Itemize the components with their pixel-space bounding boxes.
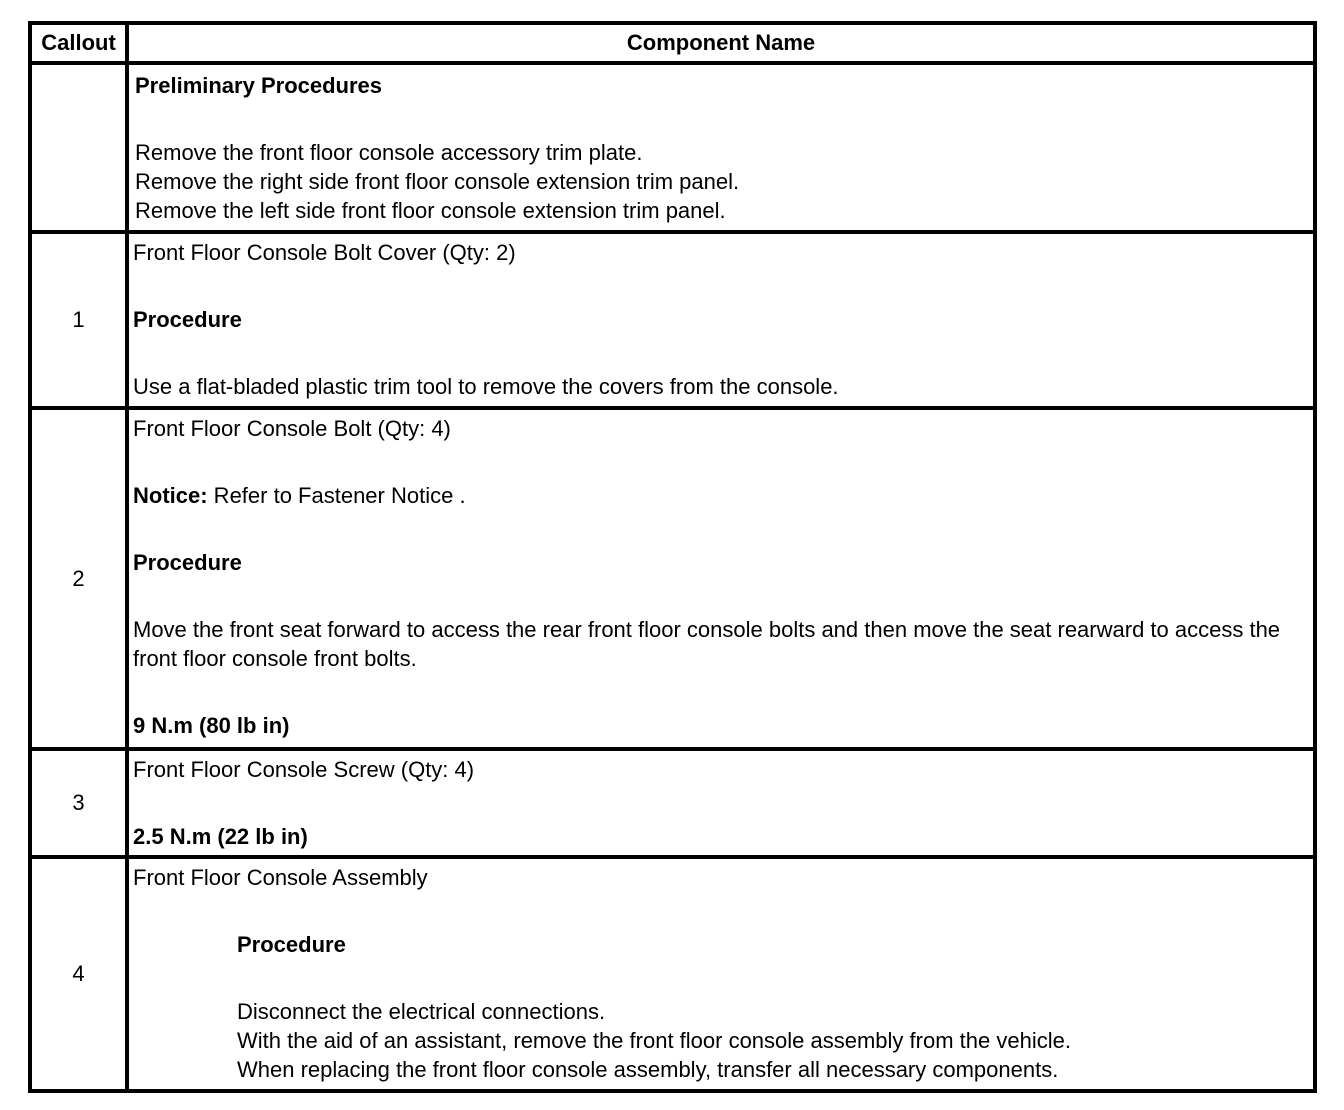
procedure-step: Disconnect the electrical connections. [237,999,606,1024]
preliminary-step: Remove the left side front floor console extension trim panel. [135,198,726,223]
notice-line [133,481,1309,510]
torque-spec: 2.5 N.m (22 lb in) [133,824,308,849]
table-header-row [30,23,1315,63]
callout-number: 4 [30,857,127,1091]
callout-empty [30,63,127,232]
component-name: Front Floor Console Bolt Cover (Qty: 2) [133,240,516,265]
torque-spec: 9 N.m (80 lb in) [133,713,290,738]
component-name: Front Floor Console Assembly [133,865,428,890]
header-callout: Callout [30,23,127,63]
procedure-step: When replacing the front floor console assembly, transfer all necessary components. [237,1057,1059,1082]
procedure-step: With the aid of an assistant, remove the front floor console assembly from the vehicle. [237,1028,1071,1053]
notice-label: Notice: [133,483,208,508]
preliminary-step: Remove the right side front floor console extension trim panel. [135,169,740,194]
callout-number: 1 [30,232,127,408]
component-cell-preliminary [127,63,1315,232]
notice-text: Refer to Fastener Notice . [207,483,466,508]
component-cell [127,232,1315,408]
procedure-table [28,21,1317,1093]
table-row [30,232,1315,408]
callout-number: 3 [30,749,127,857]
table-row [30,408,1315,749]
header-component-name: Component Name [127,23,1315,63]
table-row [30,857,1315,1091]
component-cell [127,408,1315,749]
component-cell [127,857,1315,1091]
table-row-preliminary [30,63,1315,232]
component-name: Front Floor Console Bolt (Qty: 4) [133,416,451,441]
preliminary-step: Remove the front floor console accessory trim plate. [135,140,643,165]
procedure-label: Procedure [133,550,242,575]
procedure-label: Procedure [237,932,346,957]
procedure-label: Procedure [133,307,242,332]
procedure-text: Use a flat-bladed plastic trim tool to remove the covers from the console. [133,374,839,399]
callout-number: 2 [30,408,127,749]
procedure-text: Move the front seat forward to access the rear front floor console bolts and then move the seat rearward to access the front floor console front bolts. [133,617,1281,671]
component-cell [127,749,1315,857]
table-row [30,749,1315,857]
preliminary-title: Preliminary Procedures [135,73,383,98]
component-name: Front Floor Console Screw (Qty: 4) [133,757,475,782]
